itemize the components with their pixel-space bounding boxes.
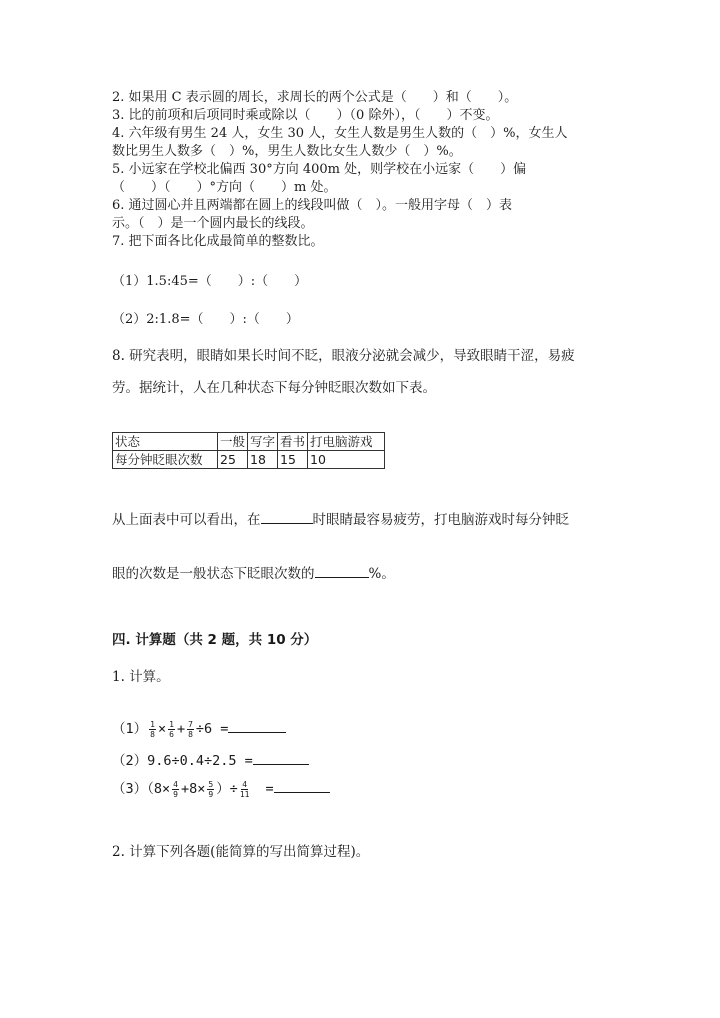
fraction: [168, 720, 175, 739]
question-8-line2: 劳。据统计，人在几种状态下每分钟眨眼次数如下表。: [112, 380, 436, 396]
text-segment: 从上面表中可以看出，在: [112, 512, 261, 528]
question-5-line2: （ ）（ ）°方向（ ）m 处。: [112, 180, 337, 195]
calc-label: （1）: [112, 721, 148, 737]
question-4-line2: 数比男生人数多（ ）%，男生人数比女生人数少（ ）%。: [112, 144, 462, 159]
question-8-line1: 8. 研究表明，眼睛如果长时间不眨，眼液分泌就会减少，导致眼睛干涩，易疲: [112, 348, 575, 364]
denominator: 9: [173, 789, 178, 799]
table-cell: 15: [278, 451, 308, 469]
answer-blank[interactable]: [228, 718, 286, 733]
answer-blank[interactable]: [261, 509, 313, 524]
denominator: 8: [150, 729, 155, 739]
answer-blank[interactable]: [315, 563, 369, 578]
table-header-cell: 一般: [218, 433, 248, 451]
question-5-line1: 5. 小远家在学校北偏西 30°方向 400m 处，则学校在小远家（ ）偏: [112, 162, 527, 177]
denominator: 11: [239, 789, 250, 799]
table-header-cell: 写字: [248, 433, 278, 451]
numerator: 5: [208, 779, 214, 789]
question-7-item-1: （1）1.5:45=（ ）:（ ）: [112, 274, 308, 289]
denominator: 9: [208, 789, 214, 799]
question-8-fill-line2: [112, 563, 395, 584]
fraction: [207, 780, 214, 799]
operator: ×: [157, 721, 167, 737]
fraction: [172, 780, 179, 799]
table-header-cell: 状态: [113, 433, 218, 451]
operator: +: [176, 721, 186, 737]
answer-blank[interactable]: [274, 778, 330, 793]
text-segment: 时眼睛最容易疲劳，打电脑游戏时每分钟眨: [312, 512, 569, 528]
calc-expression: （2）9.6÷0.4÷2.5 =: [112, 753, 253, 769]
text-segment: 眼的次数是一般状态下眨眼次数的: [112, 566, 315, 582]
numerator: 4: [173, 779, 178, 789]
table-cell: 18: [248, 451, 278, 469]
section-4-title: 四. 计算题（共 2 题，共 10 分）: [112, 632, 318, 648]
section-4-question-1: 1. 计算。: [112, 669, 170, 685]
numerator: 4: [242, 779, 248, 789]
table-cell: 25: [218, 451, 248, 469]
calc-item-1: [112, 718, 286, 739]
numerator: 1: [150, 719, 155, 729]
question-2: 2. 如果用 C 表示圆的周长，求周长的两个公式是（ ）和（ ）。: [112, 90, 518, 105]
table-header-cell: 看书: [278, 433, 308, 451]
calc-item-2: [112, 750, 309, 771]
calc-item-3: [112, 778, 330, 799]
section-4-question-2: 2. 计算下列各题(能简算的写出简算过程)。: [112, 844, 370, 860]
denominator: 8: [188, 729, 193, 739]
numerator: 7: [188, 719, 193, 729]
text-segment: %。: [368, 566, 395, 582]
blink-table: [112, 432, 385, 469]
operator: ）÷: [216, 781, 238, 797]
question-6-line1: 6. 通过圆心并且两端都在圆上的线段叫做（ ）。一般用字母（ ）表: [112, 198, 513, 213]
numerator: 1: [169, 719, 174, 729]
calc-label: （3）（8×: [112, 781, 171, 797]
table-header-row: [113, 433, 385, 451]
table-row-label: 每分钟眨眼次数: [113, 451, 218, 469]
table-cell: 10: [308, 451, 385, 469]
fraction: [240, 780, 250, 799]
question-8-fill-line1: [112, 509, 569, 530]
question-3: 3. 比的前项和后项同时乘或除以（ ）（0 除外），（ ）不变。: [112, 108, 499, 123]
denominator: 6: [169, 729, 174, 739]
table-header-cell: 打电脑游戏: [308, 433, 385, 451]
fraction: [149, 720, 156, 739]
calc-tail: ÷6 =: [195, 721, 229, 737]
question-4-line1: 4. 六年级有男生 24 人，女生 30 人，女生人数是男生人数的（ ）%，女生人: [112, 126, 568, 141]
answer-blank[interactable]: [253, 750, 309, 765]
question-7-item-2: （2）2:1.8=（ ）:（ ）: [112, 312, 299, 327]
operator: =: [265, 781, 274, 797]
operator: +8×: [180, 781, 206, 797]
question-7: 7. 把下面各比化成最简单的整数比。: [112, 234, 324, 249]
table-row: [113, 451, 385, 469]
fraction: [187, 720, 194, 739]
question-6-line2: 示。（ ）是一个圆内最长的线段。: [112, 216, 314, 231]
